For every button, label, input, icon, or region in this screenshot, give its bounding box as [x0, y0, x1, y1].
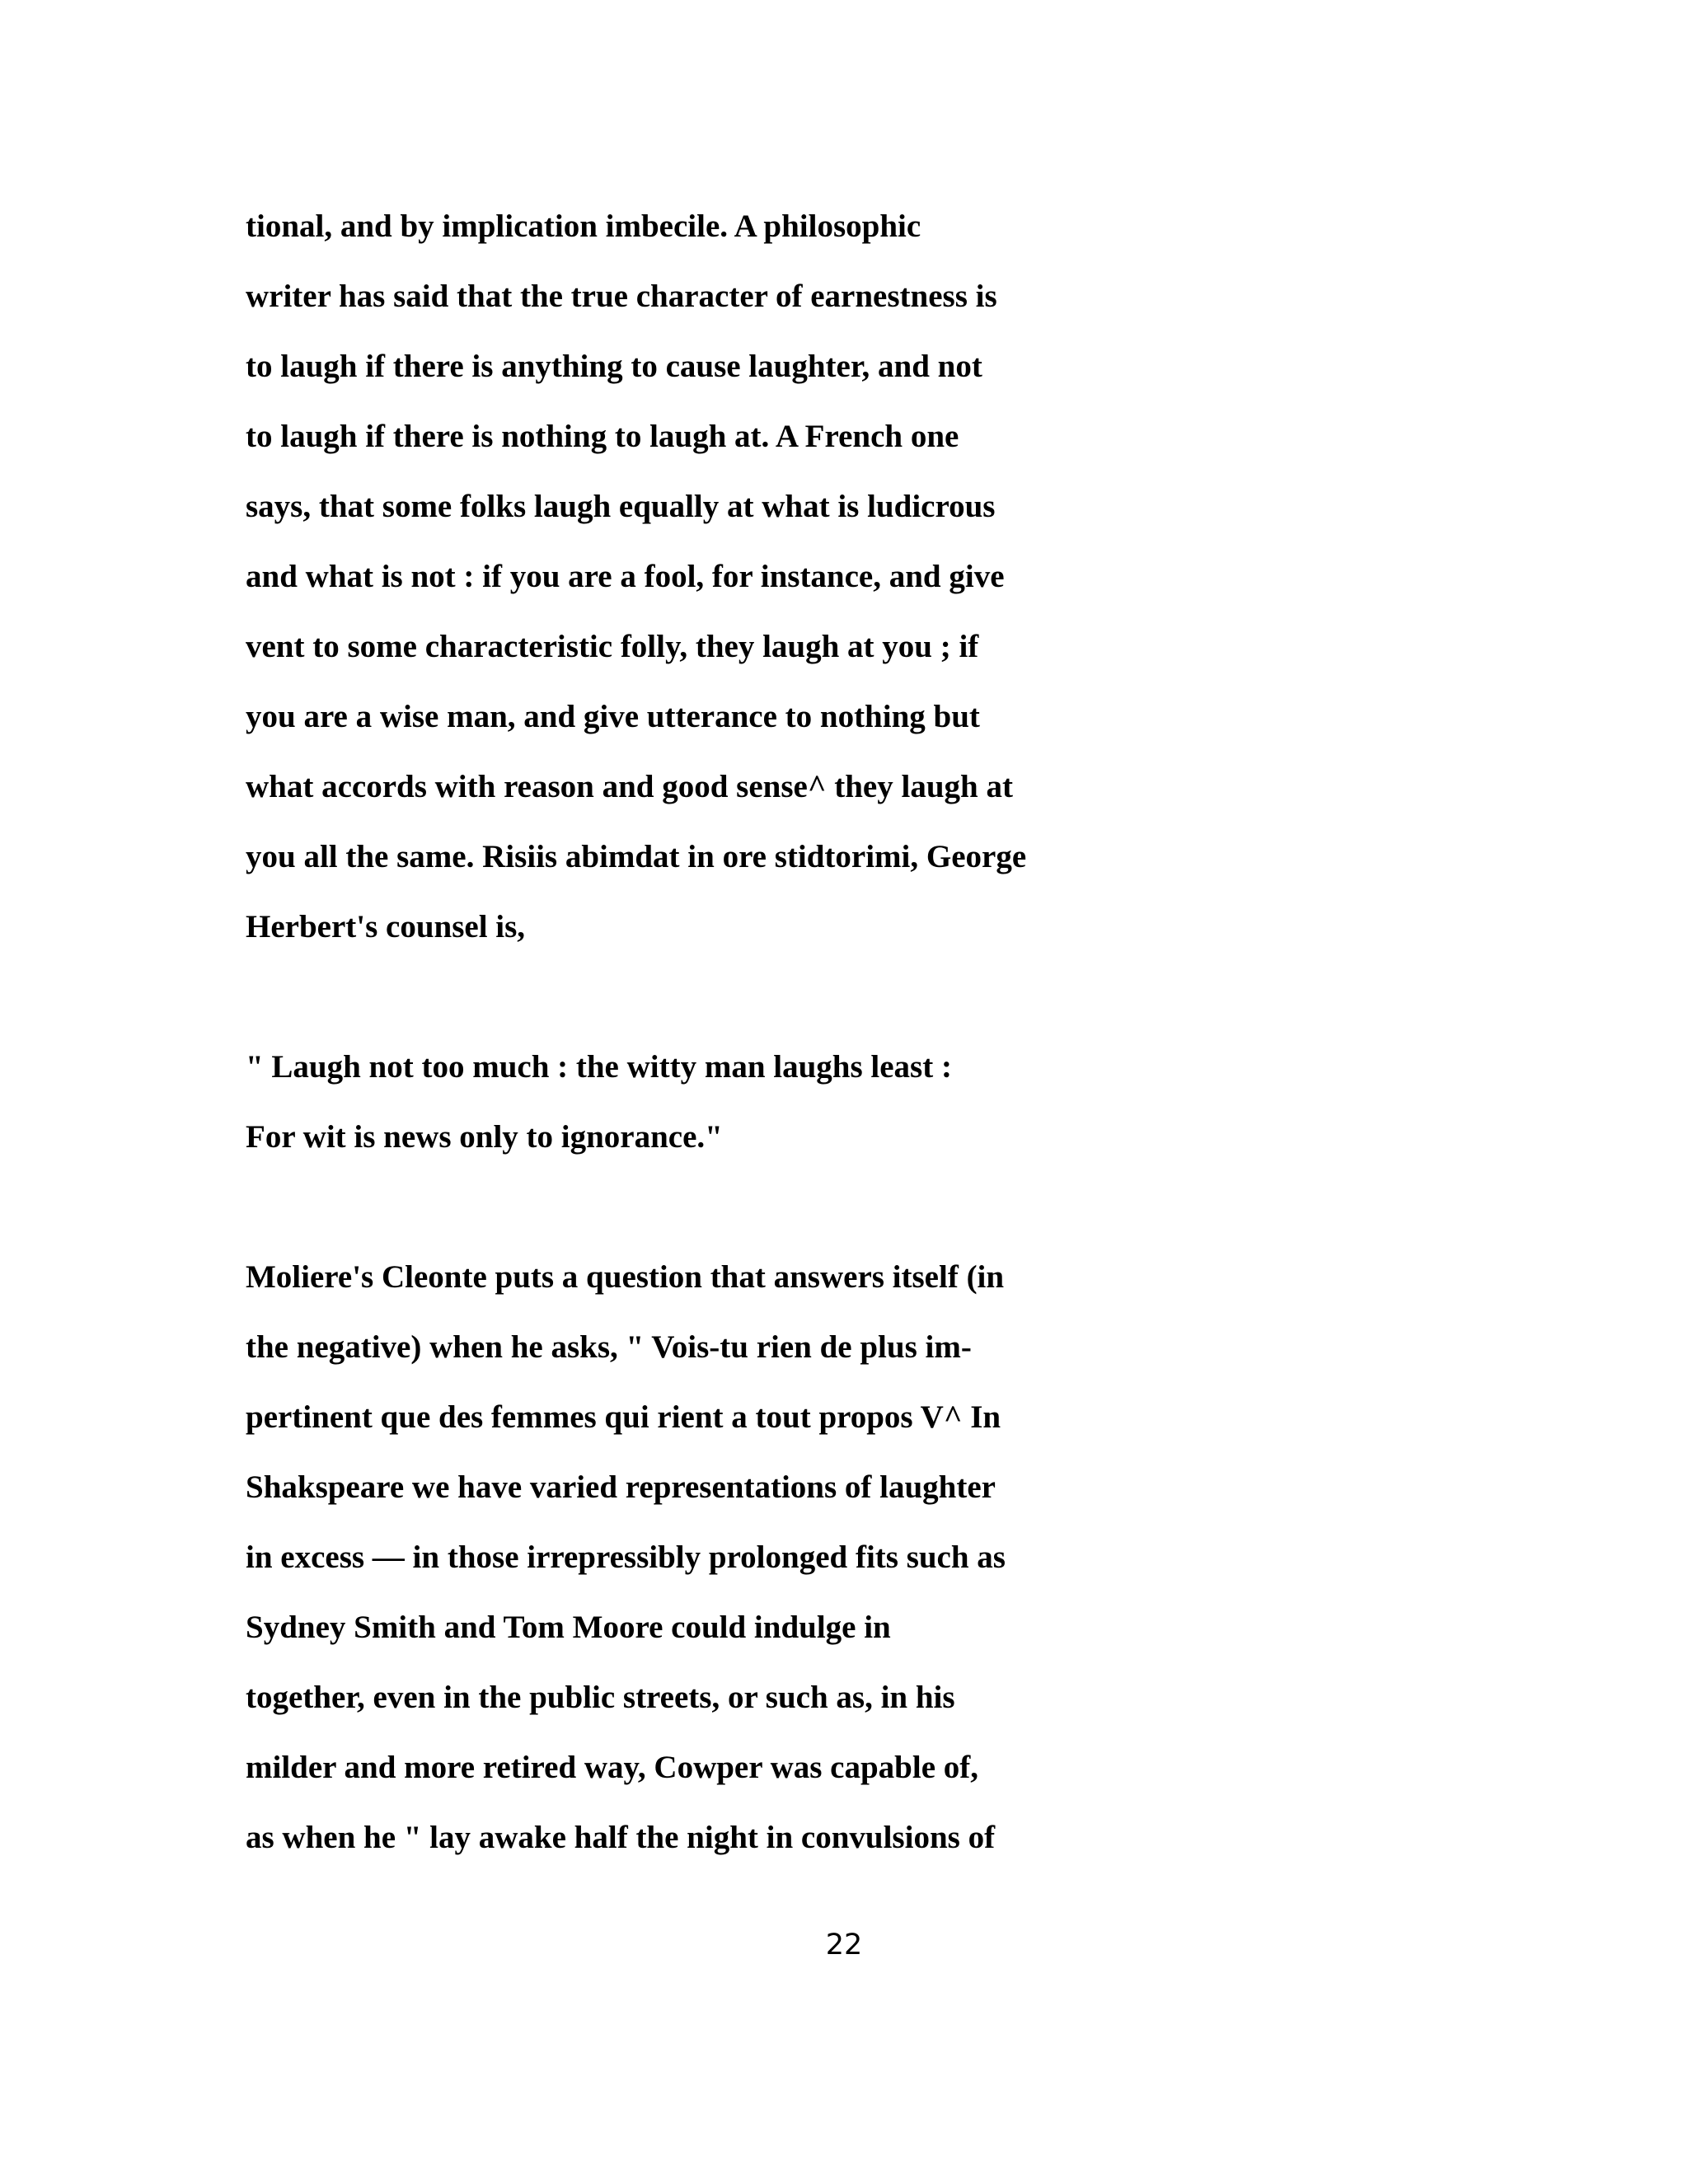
text-line: Shakspeare we have varied representations of laughter: [246, 1469, 996, 1505]
text-line: you all the same. Risiis abimdat in ore stidtorimi, George: [246, 839, 1027, 874]
text-line: to laugh if there is anything to cause laughter, and not: [246, 349, 982, 384]
paragraph-1: [246, 191, 1441, 962]
paragraph-3: [246, 1242, 1441, 1872]
text-line: and what is not : if you are a fool, for instance, and give: [246, 559, 1005, 594]
paragraph-spacer: [246, 1172, 1441, 1242]
verse-line: " Laugh not too much : the witty man laughs least :: [246, 1049, 952, 1085]
text-line: Sydney Smith and Tom Moore could indulge in: [246, 1610, 891, 1645]
page-number: 22: [825, 1929, 863, 1961]
text-line: you are a wise man, and give utterance to nothing but: [246, 699, 980, 734]
text-line: to laugh if there is nothing to laugh at. A French one: [246, 419, 959, 454]
text-line: writer has said that the true character of earnestness is: [246, 279, 997, 314]
text-line: tional, and by implication imbecile. A philosophic: [246, 209, 921, 244]
text-line: together, even in the public streets, or such as, in his: [246, 1680, 955, 1715]
text-line: Moliere's Cleonte puts a question that answers itself (in: [246, 1259, 1005, 1295]
body-text: [246, 191, 1441, 1872]
verse-quotation: [246, 1032, 1441, 1172]
text-line: as when he " lay awake half the night in convulsions of: [246, 1820, 996, 1855]
text-line: in excess — in those irrepressibly prolonged fits such as: [246, 1540, 1006, 1575]
text-line: says, that some folks laugh equally at what is ludicrous: [246, 489, 996, 524]
paragraph-spacer: [246, 962, 1441, 1032]
text-line: vent to some characteristic folly, they laugh at you ; if: [246, 629, 979, 664]
text-line: milder and more retired way, Cowper was capable of,: [246, 1750, 979, 1785]
verse-line: For wit is news only to ignorance.": [246, 1119, 723, 1155]
text-line: the negative) when he asks, " Vois-tu rien de plus im-: [246, 1329, 972, 1365]
text-line: Herbert's counsel is,: [246, 909, 526, 944]
text-line: what accords with reason and good sense^ they laugh at: [246, 769, 1013, 804]
text-line: pertinent que des femmes qui rient a tout propos V^ In: [246, 1399, 1001, 1435]
